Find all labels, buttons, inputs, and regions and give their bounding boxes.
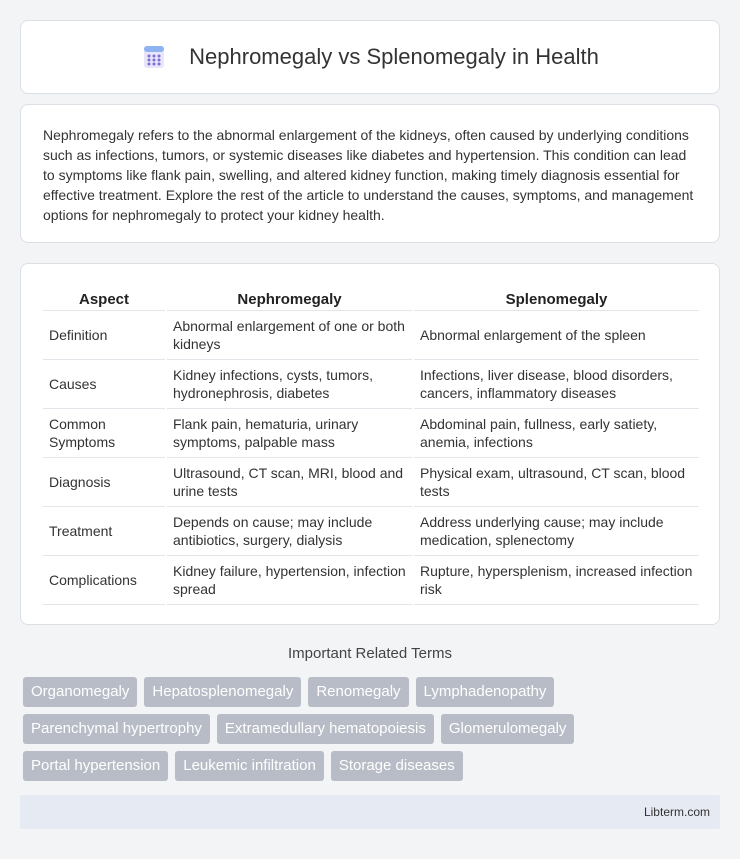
footer-brand-link[interactable]: Libterm.com	[643, 805, 710, 819]
tag-lymphadenopathy[interactable]: Lymphadenopathy	[416, 677, 555, 707]
cell-aspect: Definition	[43, 310, 166, 359]
cell-nephromegaly: Ultrasound, CT scan, MRI, blood and urine tests	[166, 457, 413, 506]
footer	[20, 795, 720, 829]
table-row	[43, 457, 699, 506]
tag-renomegaly[interactable]: Renomegaly	[308, 677, 408, 707]
cell-nephromegaly: Depends on cause; may include antibiotics, surgery, dialysis	[166, 506, 413, 555]
comparison-table	[43, 284, 699, 605]
table-row	[43, 506, 699, 555]
cell-splenomegaly: Abdominal pain, fullness, early satiety, anemia, infections	[413, 408, 699, 457]
tag-leukemic-infiltration[interactable]: Leukemic infiltration	[175, 751, 324, 781]
table-header-row	[43, 284, 699, 310]
tag-organomegaly[interactable]: Organomegaly	[23, 677, 137, 707]
document-grid-icon	[141, 44, 167, 70]
related-terms-list	[23, 677, 723, 788]
column-header-splenomegaly: Splenomegaly	[413, 284, 699, 310]
tag-extramedullary-hematopoiesis[interactable]: Extramedullary hematopoiesis	[217, 714, 434, 744]
tag-parenchymal-hypertrophy[interactable]: Parenchymal hypertrophy	[23, 714, 210, 744]
cell-nephromegaly: Kidney infections, cysts, tumors, hydronephrosis, diabetes	[166, 359, 413, 408]
column-header-nephromegaly: Nephromegaly	[166, 284, 413, 310]
tag-row	[23, 714, 723, 744]
related-terms-heading: Important Related Terms	[288, 645, 452, 662]
table-row	[43, 555, 699, 604]
cell-aspect: Complications	[43, 555, 166, 604]
tag-row	[23, 677, 723, 707]
cell-splenomegaly: Physical exam, ultrasound, CT scan, blood tests	[413, 457, 699, 506]
tag-portal-hypertension[interactable]: Portal hypertension	[23, 751, 168, 781]
cell-splenomegaly: Infections, liver disease, blood disorders, cancers, inflammatory diseases	[413, 359, 699, 408]
comparison-table-card	[20, 263, 720, 625]
table-row	[43, 408, 699, 457]
tag-row	[23, 751, 723, 781]
cell-splenomegaly: Address underlying cause; may include medication, splenectomy	[413, 506, 699, 555]
tag-hepatosplenomegaly[interactable]: Hepatosplenomegaly	[144, 677, 301, 707]
column-header-aspect: Aspect	[43, 284, 166, 310]
table-row	[43, 359, 699, 408]
intro-card	[20, 104, 720, 243]
cell-aspect: Treatment	[43, 506, 166, 555]
cell-aspect: Diagnosis	[43, 457, 166, 506]
cell-aspect: Causes	[43, 359, 166, 408]
page-title: Nephromegaly vs Splenomegaly in Health	[189, 44, 599, 69]
cell-aspect: Common Symptoms	[43, 408, 166, 457]
tag-glomerulomegaly[interactable]: Glomerulomegaly	[441, 714, 575, 744]
cell-nephromegaly: Kidney failure, hypertension, infection spread	[166, 555, 413, 604]
cell-splenomegaly: Abnormal enlargement of the spleen	[413, 310, 699, 359]
cell-splenomegaly: Rupture, hypersplenism, increased infection risk	[413, 555, 699, 604]
cell-nephromegaly: Abnormal enlargement of one or both kidneys	[166, 310, 413, 359]
table-row	[43, 310, 699, 359]
header-card	[20, 20, 720, 94]
cell-nephromegaly: Flank pain, hematuria, urinary symptoms, palpable mass	[166, 408, 413, 457]
intro-paragraph: Nephromegaly refers to the abnormal enlargement of the kidneys, often caused by underlying conditions such as infections, tumors, or systemic diseases like diabetes and hypertension. This condition can lead to symptoms like flank pain, swelling, and altered kidney function, making timely diagnosis essential for effective treatment. Explore the rest of the article to understand the causes, symptoms, and management options for nephromegaly to protect your kidney health.	[43, 127, 694, 223]
tag-storage-diseases[interactable]: Storage diseases	[331, 751, 463, 781]
